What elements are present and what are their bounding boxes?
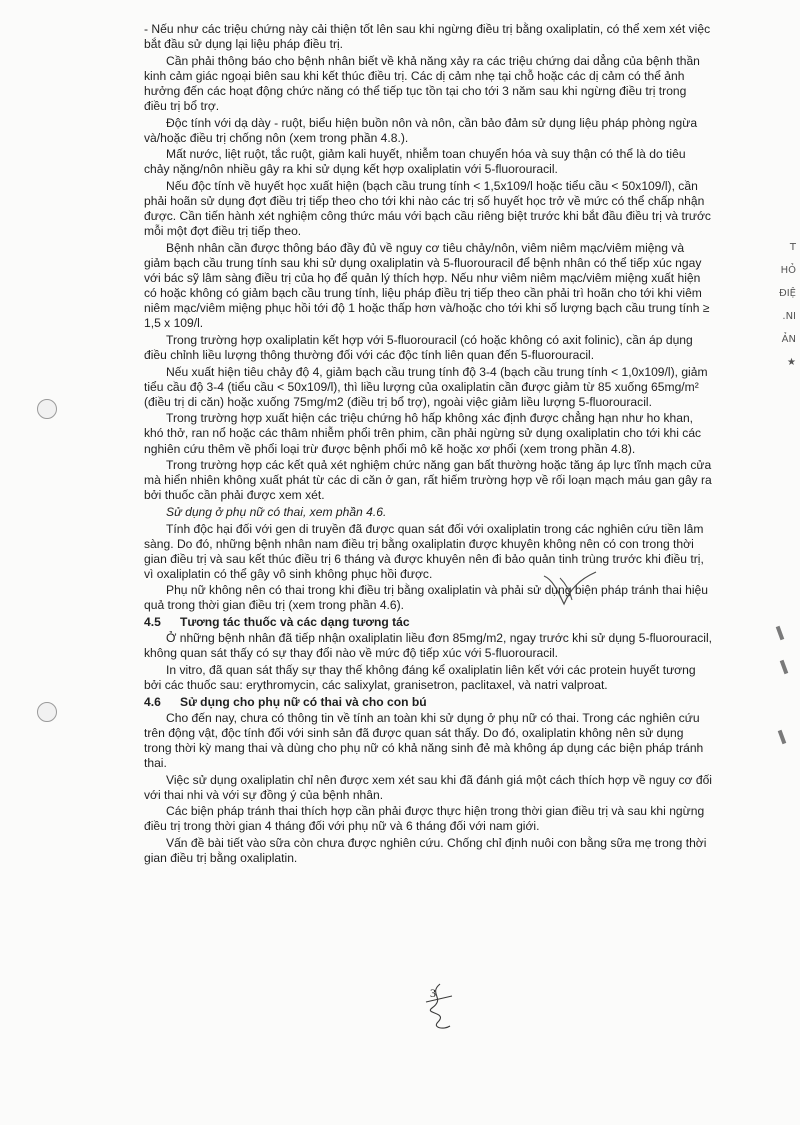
section-heading-4-6 bbox=[144, 695, 712, 710]
edge-stamp-line: .NI bbox=[782, 311, 796, 322]
document-page bbox=[144, 22, 712, 868]
paragraph-8: Nếu xuất hiện tiêu chảy độ 4, giảm bạch cầu trung tính độ 3-4 (bạch cầu trung tính < 1,0x109/l), giảm tiểu cầu độ 3-4 (tiểu cầu < 50x109/l), thì liều lượng của oxaliplatin cần được giảm từ 85 xuống 65mg/m² (điều trị di căn) hoặc xuống 75mg/m2 (điều trị bổ trợ), ngoài việc giảm liều lượng 5-fluorouracil. bbox=[144, 364, 708, 409]
punch-hole-icon bbox=[37, 399, 57, 419]
section-4-6-paragraph-1: Cho đến nay, chưa có thông tin về tính an toàn khi sử dụng ở phụ nữ có thai. Trong các nghiên cứu trên động vật, độc tính đối với sinh sản đã được quan sát thấy. Do đó, oxaliplatin không nên sử dụng trong thời kỳ mang thai và dùng cho phụ nữ có khả năng sinh đẻ mà không áp dụng các biện pháp tránh thai. bbox=[144, 710, 704, 770]
paragraph-12: Tính độc hại đối với gen di truyền đã được quan sát đối với oxaliplatin trong các nghiên cứu tiền lâm sàng. Do đó, những bệnh nhân nam điều trị bằng oxaliplatin được khuyên không nên có con trong thời gian điều trị và sau kết thúc điều trị 6 tháng và được khuyên nên đi bảo quản tinh trùng trước khi điều trị, vì oxaliplatin có thể gây vô sinh không phục hồi được. bbox=[144, 521, 704, 581]
section-4-6-paragraph-3: Các biện pháp tránh thai thích hợp cần phải được thực hiện trong thời gian điều trị và sau khi ngừng điều trị trong thời gian 4 tháng đối với phụ nữ và 6 tháng đối với nam giới. bbox=[144, 804, 705, 834]
punch-hole-icon bbox=[37, 702, 57, 722]
edge-stamp-line: HỎ bbox=[780, 265, 796, 276]
section-number: 4.6 bbox=[144, 694, 161, 709]
section-4-6-paragraph-2: Việc sử dụng oxaliplatin chỉ nên được xem xét sau khi đã đánh giá một cách thích hợp về nguy cơ đối với thai nhi và với sự đồng ý của bệnh nhân. bbox=[144, 772, 712, 802]
paragraph-11-italic: Sử dụng ở phụ nữ có thai, xem phần 4.6. bbox=[166, 504, 387, 519]
paragraph-6: Bệnh nhân cần được thông báo đầy đủ về nguy cơ tiêu chảy/nôn, viêm niêm mạc/viêm miệng và giảm bạch cầu trung tính sau khi sử dụng oxaliplatin và 5-fluorouracil để bệnh nhân có thể tiếp xúc ngay với bác sỹ lâm sàng điều trị của họ để quản lý thích hợp. Nếu như viêm niêm mạc/viêm miệng xuất hiện có hoặc không có giảm bạch cầu trung tính, liệu pháp điều trị tiếp theo cần phải trì hoãn cho tới khi viêm niêm mạc/viêm miệng phục hồi tới độ 1 hoặc thấp hơn và/hoặc cho tới khi số lượng bạch cầu trung tính ≥ 1,5 x 109/l. bbox=[144, 240, 710, 331]
edge-stamp bbox=[762, 236, 800, 386]
paragraph-4: Mất nước, liệt ruột, tắc ruột, giảm kali huyết, nhiễm toan chuyển hóa và suy thận có thể là do tiêu chảy nặng/nôn nhiều gây ra khi sử dụng kết hợp oxaliplatin với 5-fluorouracil. bbox=[144, 147, 686, 177]
section-number: 4.5 bbox=[144, 615, 161, 630]
section-heading-4-5 bbox=[144, 615, 712, 630]
paragraph-2: Cần phải thông báo cho bệnh nhân biết về khả năng xảy ra các triệu chứng dai dẳng của bệnh thần kinh cảm giác ngoại biên sau khi kết thúc điều trị. Các dị cảm nhẹ tại chỗ hoặc các dị cảm có thể ảnh hưởng đến các hoạt động chức năng có thể tiếp tục tồn tại cho tới 3 năm sau khi ngừng điều trị trong điều trị bổ trợ. bbox=[144, 53, 700, 113]
paragraph-5: Nếu độc tính về huyết học xuất hiện (bạch cầu trung tính < 1,5x109/l hoặc tiểu cầu < 50x109/l), cần phải hoãn sử dụng đợt điều trị tiếp theo cho tới khi nào các trị số huyết học trở về mức có thể chấp nhận được. Cần tiến hành xét nghiệm công thức máu với bạch cầu riêng biệt trước khi bắt đầu điều trị và trước mỗi một đợt điều trị tiếp theo. bbox=[144, 178, 711, 239]
edge-stamp-line: T bbox=[789, 242, 796, 253]
section-title: Sử dụng cho phụ nữ có thai và cho con bú bbox=[180, 694, 427, 709]
edge-stamp-line: ẢN bbox=[781, 334, 796, 345]
page-number-signature bbox=[418, 982, 458, 1032]
page-number: 3 bbox=[430, 986, 436, 1000]
section-4-6-paragraph-4: Vấn đề bài tiết vào sữa còn chưa được nghiên cứu. Chống chỉ định nuôi con bằng sữa mẹ trong thời gian điều trị bằng oxaliplatin. bbox=[144, 835, 707, 865]
section-4-5-paragraph-1: Ở những bệnh nhân đã tiếp nhận oxaliplatin liều đơn 85mg/m2, ngay trước khi sử dụng 5-fluorouracil, không quan sát thấy có sự thay đổi nào về mức độ tiếp xúc với 5-fluorouracil. bbox=[144, 631, 713, 661]
edge-stamp-star-icon: ★ bbox=[787, 357, 796, 368]
paragraph-7: Trong trường hợp oxaliplatin kết hợp với 5-fluorouracil (có hoặc không có axit folinic), cần áp dụng điều chỉnh liều lượng thông thường đối với các độc tính liên quan đến 5-fluorouracil. bbox=[144, 332, 693, 362]
section-4-5-paragraph-2: In vitro, đã quan sát thấy sự thay thế không đáng kể oxaliplatin liên kết với các protein huyết tương bởi các thuốc sau: erythromycin, các salixylat, granisetron, paclitaxel, và natri valproat. bbox=[144, 662, 696, 692]
paragraph-1: - Nếu như các triệu chứng này cải thiện tốt lên sau khi ngừng điều trị bằng oxaliplatin, có thể xem xét việc bắt đầu sử dụng lại liệu pháp điều trị. bbox=[144, 22, 711, 52]
paragraph-9: Trong trường hợp xuất hiện các triệu chứng hô hấp không xác định được chẳng hạn như ho khan, khó thở, ran nổ hoặc các thâm nhiễm phổi trên phim, cần phải ngừng sử dụng oxaliplatin cho tới khi các nghiên cứu thêm về phổi loại trừ được bệnh phổi mô kẽ hoặc xơ phổi (xem trong phần 4.8). bbox=[144, 411, 702, 456]
paragraph-10: Trong trường hợp các kết quả xét nghiệm chức năng gan bất thường hoặc tăng áp lực tĩnh mạch cửa mà hiển nhiên không xuất phát từ các di căn ở gan, rất hiếm trường hợp về rối loạn mạch máu gan gây ra bởi thuốc cần phải được xem xét. bbox=[144, 458, 712, 503]
edge-mark bbox=[778, 730, 787, 745]
signature-icon bbox=[418, 982, 458, 1032]
section-title: Tương tác thuốc và các dạng tương tác bbox=[180, 615, 410, 630]
edge-mark bbox=[780, 660, 789, 675]
handwritten-tick-icon bbox=[540, 570, 600, 610]
edge-mark bbox=[776, 626, 785, 641]
paragraph-3: Độc tính với dạ dày - ruột, biểu hiện buồn nôn và nôn, cần bảo đảm sử dụng liệu pháp phòng ngừa và/hoặc điều trị chống nôn (xem trong phần 4.8.). bbox=[144, 115, 698, 145]
paragraph-13: Phụ nữ không nên có thai trong khi điều trị bằng oxaliplatin và phải sử dụng biện pháp tránh thai hiệu quả trong thời gian điều trị (xem trong phần 4.6). bbox=[144, 583, 708, 613]
edge-stamp-line: ĐIỆ bbox=[778, 288, 796, 299]
